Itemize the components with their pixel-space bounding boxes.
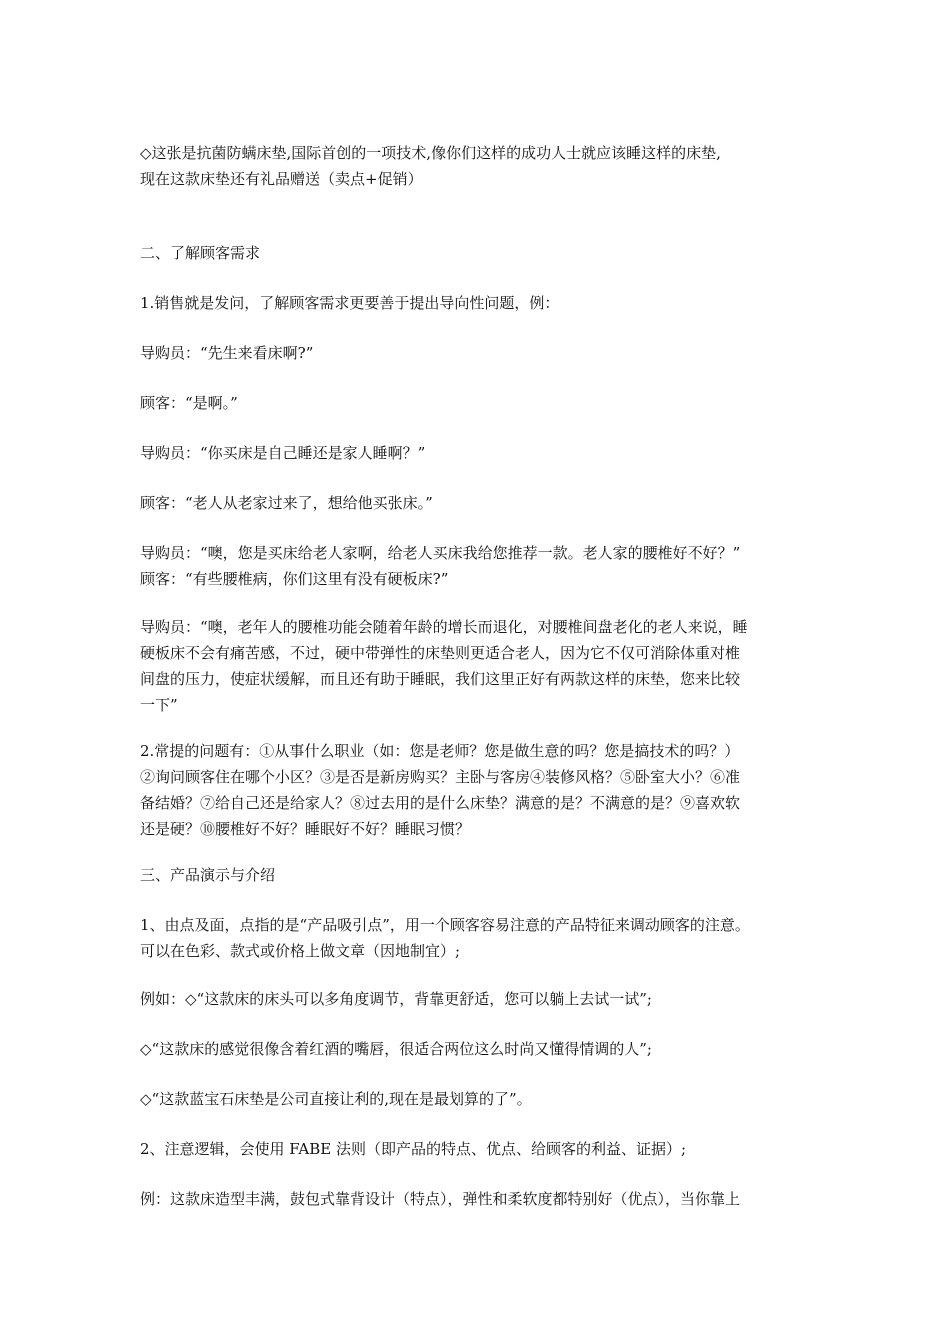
dialogue-line-customer-1: 顾客：“是啊。” (140, 394, 238, 412)
paragraph-point-to-surface: 1、由点及面，点指的是“产品吸引点”，用一个顾客容易注意的产品特征来调动顾客的注意。 可以在色彩、款式或价格上做文章（因地制宜）; (140, 916, 750, 960)
example-line-red-wine: ◇“这款床的感觉很像含着红酒的嘴唇，很适合两位这么时尚又懂得情调的人”; (140, 1040, 652, 1058)
dialogue-line-guide-2: 导购员：“你买床是自己睡还是家人睡啊？” (140, 444, 426, 462)
section-heading-product-demo: 三、产品演示与介绍 (140, 866, 276, 884)
dialogue-line-guide-4: 导购员：“噢，老年人的腰椎功能会随着年龄的增长而退化，对腰椎间盘老化的老人来说，睡 硬板床不会有痛苦感，不过，硬中带弹性的床垫则更适合老人，因为它不仅可消除体重对椎 间盘的压力，使症状缓解，而且还有助于睡眠，我们这里正好有两款这样的床垫，您来比较 一下” (140, 618, 748, 714)
dialogue-line-guide-3: 导购员：“噢，您是买床给老人家啊，给老人买床我给您推荐一款。老人家的腰椎好不好？” 顾客：“有些腰椎病，你们这里有没有硬板床?” (140, 544, 741, 588)
example-line-headboard: 例如：◇“这款床的床头可以多角度调节，背靠更舒适，您可以躺上去试一试”; (140, 990, 652, 1008)
paragraph-fabe-example: 例：这款床造型丰满，鼓包式靠背设计（特点），弹性和柔软度都特别好（优点），当你靠上 (140, 1190, 741, 1208)
dialogue-line-guide-1: 导购员：“先生来看床啊?” (140, 344, 314, 362)
paragraph-antibacterial-mattress: ◇这张是抗菌防螨床垫,国际首创的一项技术,像你们这样的成功人士就应该睡这样的床垫, 现在这款床垫还有礼品赠送（卖点+促销） (140, 144, 721, 188)
paragraph-guided-questions: 1.销售就是发问，了解顾客需求更要善于提出导向性问题，例： (140, 294, 560, 312)
example-line-sapphire: ◇“这款蓝宝石床垫是公司直接让利的,现在是最划算的了”。 (140, 1090, 532, 1108)
section-heading-customer-needs: 二、了解顾客需求 (140, 244, 261, 262)
paragraph-fabe-rule: 2、注意逻辑，会使用 FABE 法则（即产品的特点、优点、给顾客的利益、证据）; (140, 1140, 687, 1158)
paragraph-common-questions: 2.常提的问题有：①从事什么职业（如：您是老师？您是做生意的吗？您是搞技术的吗？） ②询问顾客住在哪个小区？③是否是新房购买？主卧与客房④装修风格？⑤卧室大小？⑥准 备结婚？⑦给自己还是给家人？⑧过去用的是什么床垫？满意的是？不满意的是？⑨喜欢软 还是硬？⑩腰椎好不好？睡眠好不好？睡眠习惯？ (140, 742, 741, 838)
dialogue-line-customer-2: 顾客：“老人从老家过来了，想给他买张床。” (140, 494, 433, 512)
